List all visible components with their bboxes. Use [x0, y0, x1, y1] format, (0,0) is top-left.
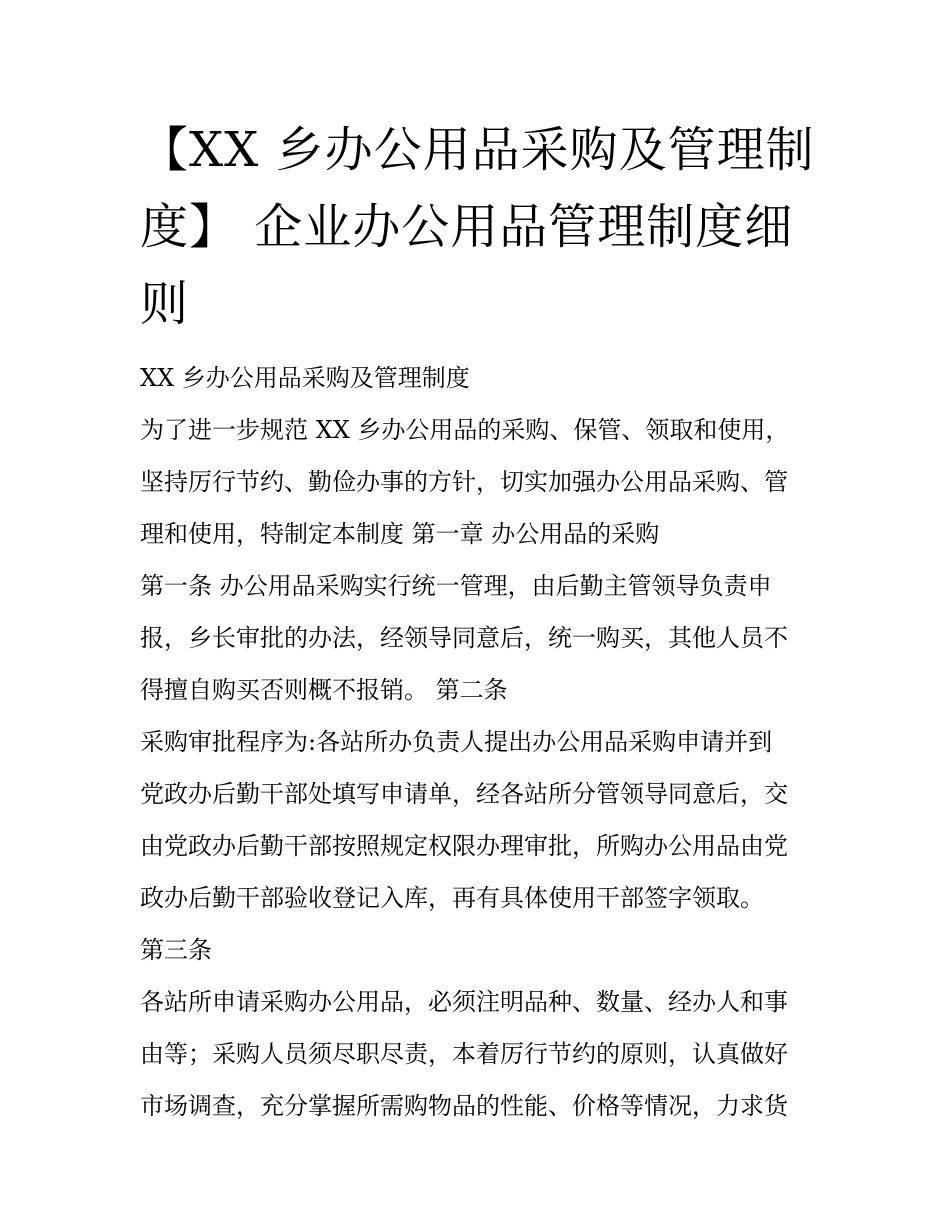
text-line: 得擅自购买否则概不报销。 第二条 — [140, 676, 508, 704]
text-line: 由等；采购人员须尽职尽责，本着厉行节约的原则，认真做好 — [140, 1040, 788, 1068]
title-line: 则 — [140, 276, 190, 332]
document-title — [140, 112, 830, 343]
text-line: 政办后勤干部验收登记入库，再有具体使用干部签字领取。 — [140, 884, 764, 912]
text-line: 坚持厉行节约、勤俭办事的方针，切实加强办公用品采购、管 — [140, 468, 788, 496]
text-line: 理和使用，特制定本制度 第一章 办公用品的采购 — [140, 520, 660, 548]
text-line: 第一条 办公用品采购实行统一管理，由后勤主管领导负责申 — [140, 572, 772, 600]
text-line: 党政办后勤干部处填写申请单，经各站所分管领导同意后，交 — [140, 780, 788, 808]
text-line: 报，乡长审批的办法，经领导同意后，统一购买，其他人员不 — [140, 624, 788, 652]
document-body — [140, 352, 830, 1132]
text-line: 第三条 — [140, 936, 212, 964]
text-line: 为了进一步规范 XX 乡办公用品的采购、保管、领取和使用， — [140, 416, 790, 444]
text-line: 采购审批程序为:各站所办负责人提出办公用品采购申请并到 — [140, 728, 773, 756]
title-line: 【XX 乡办公用品采购及管理制 — [140, 122, 815, 178]
title-line: 度】 企业办公用品管理制度细 — [140, 199, 794, 255]
text-line: 各站所申请采购办公用品，必须注明品种、数量、经办人和事 — [140, 988, 788, 1016]
text-line: XX 乡办公用品采购及管理制度 — [140, 364, 470, 392]
text-line: 由党政办后勤干部按照规定权限办理审批，所购办公用品由党 — [140, 832, 788, 860]
text-line: 市场调查，充分掌握所需购物品的性能、价格等情况，力求货 — [140, 1092, 788, 1120]
